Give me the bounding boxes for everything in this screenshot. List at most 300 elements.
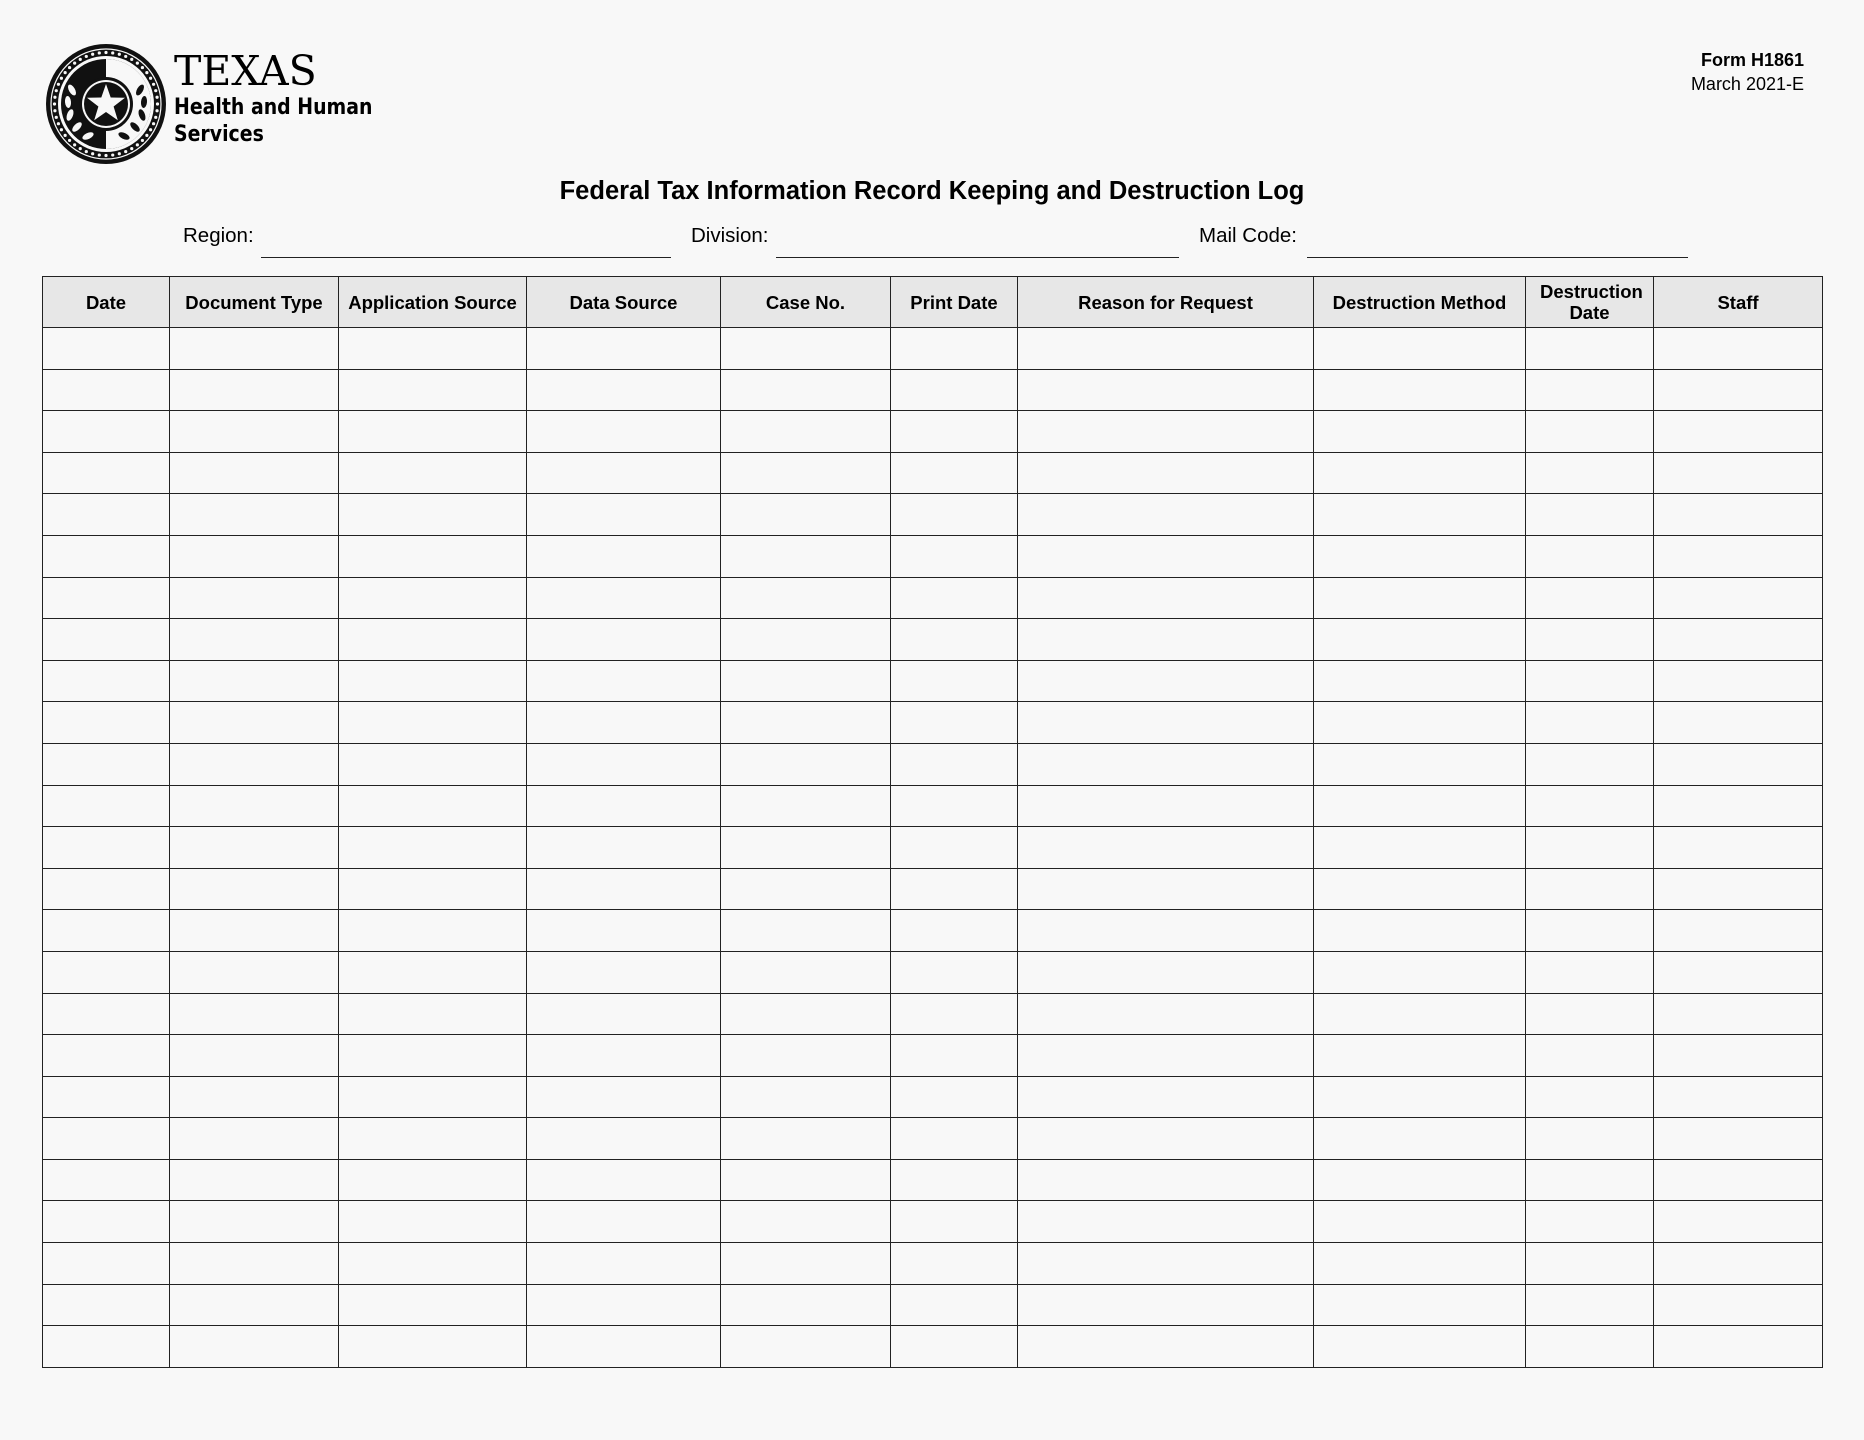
table-cell[interactable] (43, 702, 170, 744)
table-cell[interactable] (1314, 1035, 1526, 1077)
table-cell[interactable] (1526, 1035, 1654, 1077)
form-revision-date: March 2021-E (1690, 74, 1804, 94)
table-cell[interactable] (527, 1284, 721, 1326)
table-row (43, 910, 1823, 952)
table-cell[interactable] (339, 1035, 527, 1077)
table-cell[interactable] (170, 951, 339, 993)
table-cell[interactable] (1654, 910, 1823, 952)
table-cell[interactable] (527, 369, 721, 411)
table-cell[interactable] (721, 868, 891, 910)
table-cell[interactable] (170, 660, 339, 702)
table-cell[interactable] (170, 1035, 339, 1077)
table-row (43, 827, 1823, 869)
table-cell[interactable] (170, 452, 339, 494)
table-cell[interactable] (339, 411, 527, 453)
table-cell[interactable] (891, 993, 1018, 1035)
table-cell[interactable] (1526, 1159, 1654, 1201)
table-row (43, 1243, 1823, 1285)
table-row (43, 1159, 1823, 1201)
table-cell[interactable] (170, 868, 339, 910)
table-cell[interactable] (527, 535, 721, 577)
table-cell[interactable] (1018, 1201, 1314, 1243)
table-row (43, 702, 1823, 744)
table-row (43, 369, 1823, 411)
table-cell[interactable] (1526, 827, 1654, 869)
table-cell[interactable] (1018, 993, 1314, 1035)
table-cell[interactable] (1314, 743, 1526, 785)
table-cell[interactable] (1654, 577, 1823, 619)
table-cell[interactable] (721, 1284, 891, 1326)
table-cell[interactable] (527, 785, 721, 827)
table-cell[interactable] (339, 827, 527, 869)
table-cell[interactable] (339, 1076, 527, 1118)
table-cell[interactable] (43, 660, 170, 702)
table-row (43, 1035, 1823, 1077)
table-cell[interactable] (721, 660, 891, 702)
table-cell[interactable] (43, 1326, 170, 1368)
table-cell[interactable] (527, 577, 721, 619)
table-cell[interactable] (527, 702, 721, 744)
table-cell[interactable] (1018, 1243, 1314, 1285)
table-cell[interactable] (721, 577, 891, 619)
table-cell[interactable] (1654, 827, 1823, 869)
table-cell[interactable] (339, 619, 527, 661)
table-cell[interactable] (721, 1159, 891, 1201)
table-row (43, 993, 1823, 1035)
table-cell[interactable] (1018, 868, 1314, 910)
table-cell[interactable] (1018, 452, 1314, 494)
table-cell[interactable] (1314, 619, 1526, 661)
table-cell[interactable] (891, 702, 1018, 744)
table-cell[interactable] (1526, 1118, 1654, 1160)
table-cell[interactable] (339, 328, 527, 370)
table-cell[interactable] (891, 369, 1018, 411)
table-cell[interactable] (1018, 1159, 1314, 1201)
table-cell[interactable] (1314, 1326, 1526, 1368)
table-cell[interactable] (1018, 743, 1314, 785)
table-cell[interactable] (1018, 535, 1314, 577)
table-cell[interactable] (527, 1035, 721, 1077)
table-cell[interactable] (1314, 1201, 1526, 1243)
table-cell[interactable] (43, 1159, 170, 1201)
table-cell[interactable] (339, 1284, 527, 1326)
table-cell[interactable] (170, 702, 339, 744)
column-header-destruction-method: Destruction Method (1314, 277, 1526, 328)
table-cell[interactable] (1654, 411, 1823, 453)
table-cell[interactable] (891, 1118, 1018, 1160)
table-cell[interactable] (1654, 619, 1823, 661)
table-cell[interactable] (527, 1201, 721, 1243)
column-header-document-type: Document Type (170, 277, 339, 328)
table-cell[interactable] (721, 328, 891, 370)
table-cell[interactable] (339, 743, 527, 785)
table-cell[interactable] (339, 1243, 527, 1285)
region-input-line[interactable] (261, 257, 671, 258)
table-cell[interactable] (1018, 910, 1314, 952)
table-cell[interactable] (527, 1326, 721, 1368)
table-cell[interactable] (1526, 577, 1654, 619)
table-cell[interactable] (43, 328, 170, 370)
table-cell[interactable] (1018, 1076, 1314, 1118)
table-cell[interactable] (1314, 1118, 1526, 1160)
table-cell[interactable] (1526, 1201, 1654, 1243)
table-cell[interactable] (339, 369, 527, 411)
table-cell[interactable] (891, 1284, 1018, 1326)
table-cell[interactable] (891, 1035, 1018, 1077)
table-cell[interactable] (339, 1159, 527, 1201)
table-cell[interactable] (1526, 785, 1654, 827)
column-header-date: Date (43, 277, 170, 328)
table-cell[interactable] (43, 369, 170, 411)
table-cell[interactable] (43, 452, 170, 494)
table-cell[interactable] (1314, 328, 1526, 370)
table-cell[interactable] (1314, 951, 1526, 993)
table-cell[interactable] (1018, 660, 1314, 702)
table-cell[interactable] (527, 1243, 721, 1285)
table-cell[interactable] (1526, 411, 1654, 453)
table-cell[interactable] (721, 1201, 891, 1243)
table-cell[interactable] (1018, 827, 1314, 869)
table-row (43, 1326, 1823, 1368)
table-cell[interactable] (170, 1326, 339, 1368)
table-cell[interactable] (527, 619, 721, 661)
table-cell[interactable] (43, 1243, 170, 1285)
table-row (43, 1284, 1823, 1326)
table-cell[interactable] (1526, 535, 1654, 577)
table-cell[interactable] (170, 1284, 339, 1326)
table-cell[interactable] (891, 452, 1018, 494)
table-cell[interactable] (1654, 369, 1823, 411)
table-cell[interactable] (1018, 1284, 1314, 1326)
table-cell[interactable] (527, 494, 721, 536)
table-cell[interactable] (339, 452, 527, 494)
form-identifier (1691, 48, 1804, 96)
form-number: Form H1861 (1700, 50, 1804, 70)
table-row (43, 951, 1823, 993)
table-cell[interactable] (891, 868, 1018, 910)
column-header-case-no: Case No. (721, 277, 891, 328)
table-cell[interactable] (527, 1076, 721, 1118)
table-cell[interactable] (891, 328, 1018, 370)
table-cell[interactable] (1654, 743, 1823, 785)
column-header-data-source: Data Source (527, 277, 721, 328)
table-row (43, 328, 1823, 370)
table-body (43, 328, 1823, 1368)
hhs-logo (44, 42, 374, 172)
column-header-application-source: Application Source (339, 277, 527, 328)
table-cell[interactable] (1314, 1284, 1526, 1326)
table-cell[interactable] (527, 993, 721, 1035)
table-cell[interactable] (891, 827, 1018, 869)
table-cell[interactable] (43, 619, 170, 661)
table-cell[interactable] (721, 1243, 891, 1285)
table-cell[interactable] (1654, 1159, 1823, 1201)
table-cell[interactable] (1526, 951, 1654, 993)
table-cell[interactable] (1654, 993, 1823, 1035)
table-cell[interactable] (891, 1076, 1018, 1118)
table-cell[interactable] (339, 577, 527, 619)
table-cell[interactable] (1654, 1201, 1823, 1243)
table-cell[interactable] (891, 619, 1018, 661)
table-cell[interactable] (1314, 1159, 1526, 1201)
table-cell[interactable] (1654, 702, 1823, 744)
table-cell[interactable] (721, 910, 891, 952)
table-cell[interactable] (527, 452, 721, 494)
table-cell[interactable] (1314, 1243, 1526, 1285)
table-cell[interactable] (1526, 743, 1654, 785)
table-cell[interactable] (1018, 411, 1314, 453)
table-cell[interactable] (1018, 1326, 1314, 1368)
table-cell[interactable] (891, 577, 1018, 619)
table-cell[interactable] (891, 951, 1018, 993)
table-cell[interactable] (1018, 369, 1314, 411)
table-cell[interactable] (170, 1076, 339, 1118)
table-cell[interactable] (43, 1118, 170, 1160)
table-cell[interactable] (1526, 1284, 1654, 1326)
table-cell[interactable] (721, 1118, 891, 1160)
table-cell[interactable] (1654, 785, 1823, 827)
agency-name-texas: TEXAS (174, 47, 317, 95)
table-cell[interactable] (43, 494, 170, 536)
table-cell[interactable] (1654, 452, 1823, 494)
table-cell[interactable] (1314, 910, 1526, 952)
table-cell[interactable] (721, 743, 891, 785)
table-cell[interactable] (1314, 494, 1526, 536)
table-cell[interactable] (1526, 452, 1654, 494)
table-cell[interactable] (721, 619, 891, 661)
table-cell[interactable] (1314, 452, 1526, 494)
table-cell[interactable] (1314, 411, 1526, 453)
table-cell[interactable] (43, 910, 170, 952)
table-cell[interactable] (1314, 369, 1526, 411)
table-cell[interactable] (339, 660, 527, 702)
column-header-print-date: Print Date (891, 277, 1018, 328)
table-row (43, 452, 1823, 494)
table-cell[interactable] (1314, 660, 1526, 702)
mail-code-input-line[interactable] (1307, 257, 1688, 258)
table-cell[interactable] (1314, 827, 1526, 869)
table-cell[interactable] (170, 411, 339, 453)
table-cell[interactable] (43, 1076, 170, 1118)
table-cell[interactable] (1654, 868, 1823, 910)
table-cell[interactable] (339, 702, 527, 744)
table-cell[interactable] (43, 577, 170, 619)
table-row (43, 660, 1823, 702)
table-cell[interactable] (170, 328, 339, 370)
table-row (43, 868, 1823, 910)
table-cell[interactable] (721, 411, 891, 453)
table-row (43, 743, 1823, 785)
table-cell[interactable] (1654, 660, 1823, 702)
table-cell[interactable] (170, 743, 339, 785)
table-cell[interactable] (339, 868, 527, 910)
table-row (43, 494, 1823, 536)
table-cell[interactable] (721, 535, 891, 577)
page-title: Federal Tax Information Record Keeping and Destruction Log (559, 177, 1305, 205)
table-cell[interactable] (43, 785, 170, 827)
table-cell[interactable] (1654, 1326, 1823, 1368)
table-row (43, 1076, 1823, 1118)
table-cell[interactable] (339, 1118, 527, 1160)
table-cell[interactable] (1526, 1076, 1654, 1118)
table-cell[interactable] (43, 951, 170, 993)
table-cell[interactable] (891, 1326, 1018, 1368)
table-cell[interactable] (339, 993, 527, 1035)
table-cell[interactable] (1314, 868, 1526, 910)
table-cell[interactable] (891, 743, 1018, 785)
table-cell[interactable] (1018, 951, 1314, 993)
table-row (43, 1118, 1823, 1160)
table-cell[interactable] (721, 369, 891, 411)
table-cell[interactable] (1526, 328, 1654, 370)
table-cell[interactable] (170, 993, 339, 1035)
table-cell[interactable] (1654, 535, 1823, 577)
table-row (43, 785, 1823, 827)
table-cell[interactable] (1526, 868, 1654, 910)
table-cell[interactable] (43, 1201, 170, 1243)
table-cell[interactable] (891, 1201, 1018, 1243)
table-cell[interactable] (170, 1118, 339, 1160)
table-cell[interactable] (1314, 577, 1526, 619)
table-cell[interactable] (527, 951, 721, 993)
table-cell[interactable] (1654, 1243, 1823, 1285)
table-cell[interactable] (1654, 951, 1823, 993)
table-cell[interactable] (1018, 1118, 1314, 1160)
table-row (43, 577, 1823, 619)
table-cell[interactable] (527, 328, 721, 370)
table-cell[interactable] (170, 535, 339, 577)
table-cell[interactable] (170, 369, 339, 411)
table-cell[interactable] (891, 1159, 1018, 1201)
table-cell[interactable] (1526, 1326, 1654, 1368)
table-cell[interactable] (721, 452, 891, 494)
table-cell[interactable] (1526, 494, 1654, 536)
table-cell[interactable] (527, 411, 721, 453)
table-cell[interactable] (721, 702, 891, 744)
table-cell[interactable] (1526, 993, 1654, 1035)
table-row (43, 619, 1823, 661)
table-cell[interactable] (891, 785, 1018, 827)
table-cell[interactable] (721, 1326, 891, 1368)
table-cell[interactable] (1018, 702, 1314, 744)
agency-name-line2: Health and Human (174, 94, 373, 120)
table-cell[interactable] (1654, 1284, 1823, 1326)
table-cell[interactable] (1018, 1035, 1314, 1077)
table-cell[interactable] (1526, 619, 1654, 661)
mail-code-label: Mail Code: (1199, 224, 1297, 247)
agency-name-line3: Services (174, 121, 264, 147)
table-cell[interactable] (1526, 910, 1654, 952)
table-cell[interactable] (339, 1326, 527, 1368)
table-cell[interactable] (891, 660, 1018, 702)
table-cell[interactable] (43, 827, 170, 869)
table-cell[interactable] (43, 411, 170, 453)
table-cell[interactable] (1526, 369, 1654, 411)
table-cell[interactable] (527, 660, 721, 702)
column-header-staff: Staff (1654, 277, 1823, 328)
table-row (43, 411, 1823, 453)
table-row (43, 1201, 1823, 1243)
table-cell[interactable] (170, 1201, 339, 1243)
table-cell[interactable] (339, 785, 527, 827)
table-cell[interactable] (339, 951, 527, 993)
texas-seal-icon (44, 42, 168, 166)
table-cell[interactable] (527, 743, 721, 785)
table-cell[interactable] (721, 494, 891, 536)
table-cell[interactable] (891, 1243, 1018, 1285)
table-cell[interactable] (339, 494, 527, 536)
destruction-log-table (42, 276, 1823, 1368)
table-cell[interactable] (43, 535, 170, 577)
table-cell[interactable] (1314, 785, 1526, 827)
table-cell[interactable] (721, 785, 891, 827)
table-cell[interactable] (1314, 535, 1526, 577)
table-cell[interactable] (721, 951, 891, 993)
table-cell[interactable] (1018, 785, 1314, 827)
table-cell[interactable] (721, 1076, 891, 1118)
table-cell[interactable] (1018, 577, 1314, 619)
table-cell[interactable] (1654, 328, 1823, 370)
table-cell[interactable] (527, 1118, 721, 1160)
table-cell[interactable] (1018, 328, 1314, 370)
table-cell[interactable] (339, 1201, 527, 1243)
table-cell[interactable] (1314, 993, 1526, 1035)
table-cell[interactable] (891, 535, 1018, 577)
table-cell[interactable] (1526, 702, 1654, 744)
table-cell[interactable] (1018, 619, 1314, 661)
table-cell[interactable] (891, 411, 1018, 453)
division-label: Division: (691, 224, 769, 247)
table-cell[interactable] (43, 1284, 170, 1326)
table-cell[interactable] (170, 577, 339, 619)
table-cell[interactable] (170, 1159, 339, 1201)
table-cell[interactable] (721, 827, 891, 869)
table-cell[interactable] (1526, 1243, 1654, 1285)
table-cell[interactable] (1654, 1118, 1823, 1160)
column-header-destruction-date: Destruction Date (1526, 277, 1654, 328)
table-cell[interactable] (170, 827, 339, 869)
table-cell[interactable] (43, 993, 170, 1035)
table-cell[interactable] (1654, 494, 1823, 536)
table-cell[interactable] (1314, 702, 1526, 744)
table-cell[interactable] (43, 1035, 170, 1077)
table-cell[interactable] (1654, 1035, 1823, 1077)
table-cell[interactable] (891, 910, 1018, 952)
table-cell[interactable] (1526, 660, 1654, 702)
table-cell[interactable] (1018, 494, 1314, 536)
table-cell[interactable] (339, 535, 527, 577)
table-cell[interactable] (43, 743, 170, 785)
table-cell[interactable] (339, 910, 527, 952)
table-cell[interactable] (170, 785, 339, 827)
table-cell[interactable] (1654, 1076, 1823, 1118)
table-cell[interactable] (891, 494, 1018, 536)
division-input-line[interactable] (776, 257, 1179, 258)
table-cell[interactable] (721, 993, 891, 1035)
table-cell[interactable] (170, 619, 339, 661)
column-header-reason-for-request: Reason for Request (1018, 277, 1314, 328)
table-cell[interactable] (170, 910, 339, 952)
table-cell[interactable] (527, 1159, 721, 1201)
table-cell[interactable] (527, 868, 721, 910)
table-cell[interactable] (527, 910, 721, 952)
table-cell[interactable] (527, 827, 721, 869)
table-cell[interactable] (1314, 1076, 1526, 1118)
table-cell[interactable] (170, 494, 339, 536)
table-cell[interactable] (43, 868, 170, 910)
table-cell[interactable] (721, 1035, 891, 1077)
table-cell[interactable] (170, 1243, 339, 1285)
